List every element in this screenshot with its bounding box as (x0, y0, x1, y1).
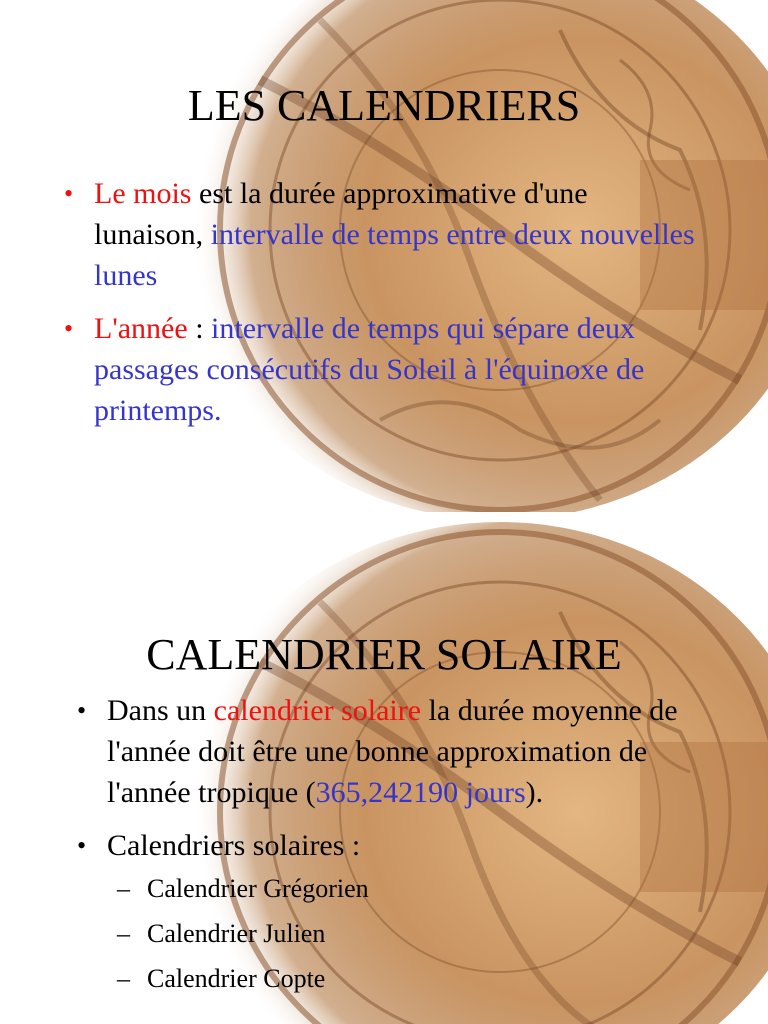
sub-item-label: Calendrier Grégorien (147, 874, 369, 903)
term-mois: Le mois (94, 177, 192, 210)
dash-icon: – (117, 964, 130, 993)
bullet-icon: • (77, 831, 87, 860)
term-calendrier-solaire: calendrier solaire (213, 694, 422, 727)
bullet-icon: • (77, 696, 87, 725)
definition-text: la durée moyenne de l'année doit être une bonne approximation de l'année tropique ( (107, 694, 678, 809)
sub-item-label: Calendrier Julien (147, 919, 326, 948)
bullet-item-mois (64, 173, 704, 296)
closing-text: ). (525, 776, 544, 809)
separator-text: : (187, 312, 212, 345)
bullet-item-annee (64, 308, 704, 431)
slide-title: LES CALENDRIERS (187, 81, 581, 130)
definition-highlight: intervalle de temps entre deux nouvelles lunes (94, 218, 695, 292)
bullet-item-calendrier-solaire (77, 690, 717, 813)
slide-2 (0, 512, 768, 1024)
sub-item-julien (117, 911, 757, 956)
slide-title: CALENDRIER SOLAIRE (146, 630, 622, 679)
sub-item-copte (117, 956, 757, 1001)
term-annee: L'année (94, 312, 188, 345)
definition-highlight: intervalle de temps qui sépare deux passages consécutifs du Soleil à l'équinoxe de printemps. (94, 312, 645, 427)
intro-text: Dans un (107, 694, 214, 727)
sub-item-gregorien (117, 866, 757, 911)
bullet-item-calendriers-solaires (77, 825, 717, 1001)
bullet-icon: • (64, 314, 74, 343)
sub-item-label: Calendrier Copte (147, 964, 326, 993)
bullet-icon: • (64, 179, 74, 208)
list-heading: Calendriers solaires : (107, 829, 361, 862)
tropical-year-value: 365,242190 jours (315, 776, 526, 809)
sub-list (107, 866, 717, 1001)
dash-icon: – (117, 874, 130, 903)
dash-icon: – (117, 919, 130, 948)
bullet-list (77, 690, 717, 1013)
definition-text: est la durée approximative d'une lunaison, (94, 177, 588, 251)
bullet-list (64, 173, 704, 443)
